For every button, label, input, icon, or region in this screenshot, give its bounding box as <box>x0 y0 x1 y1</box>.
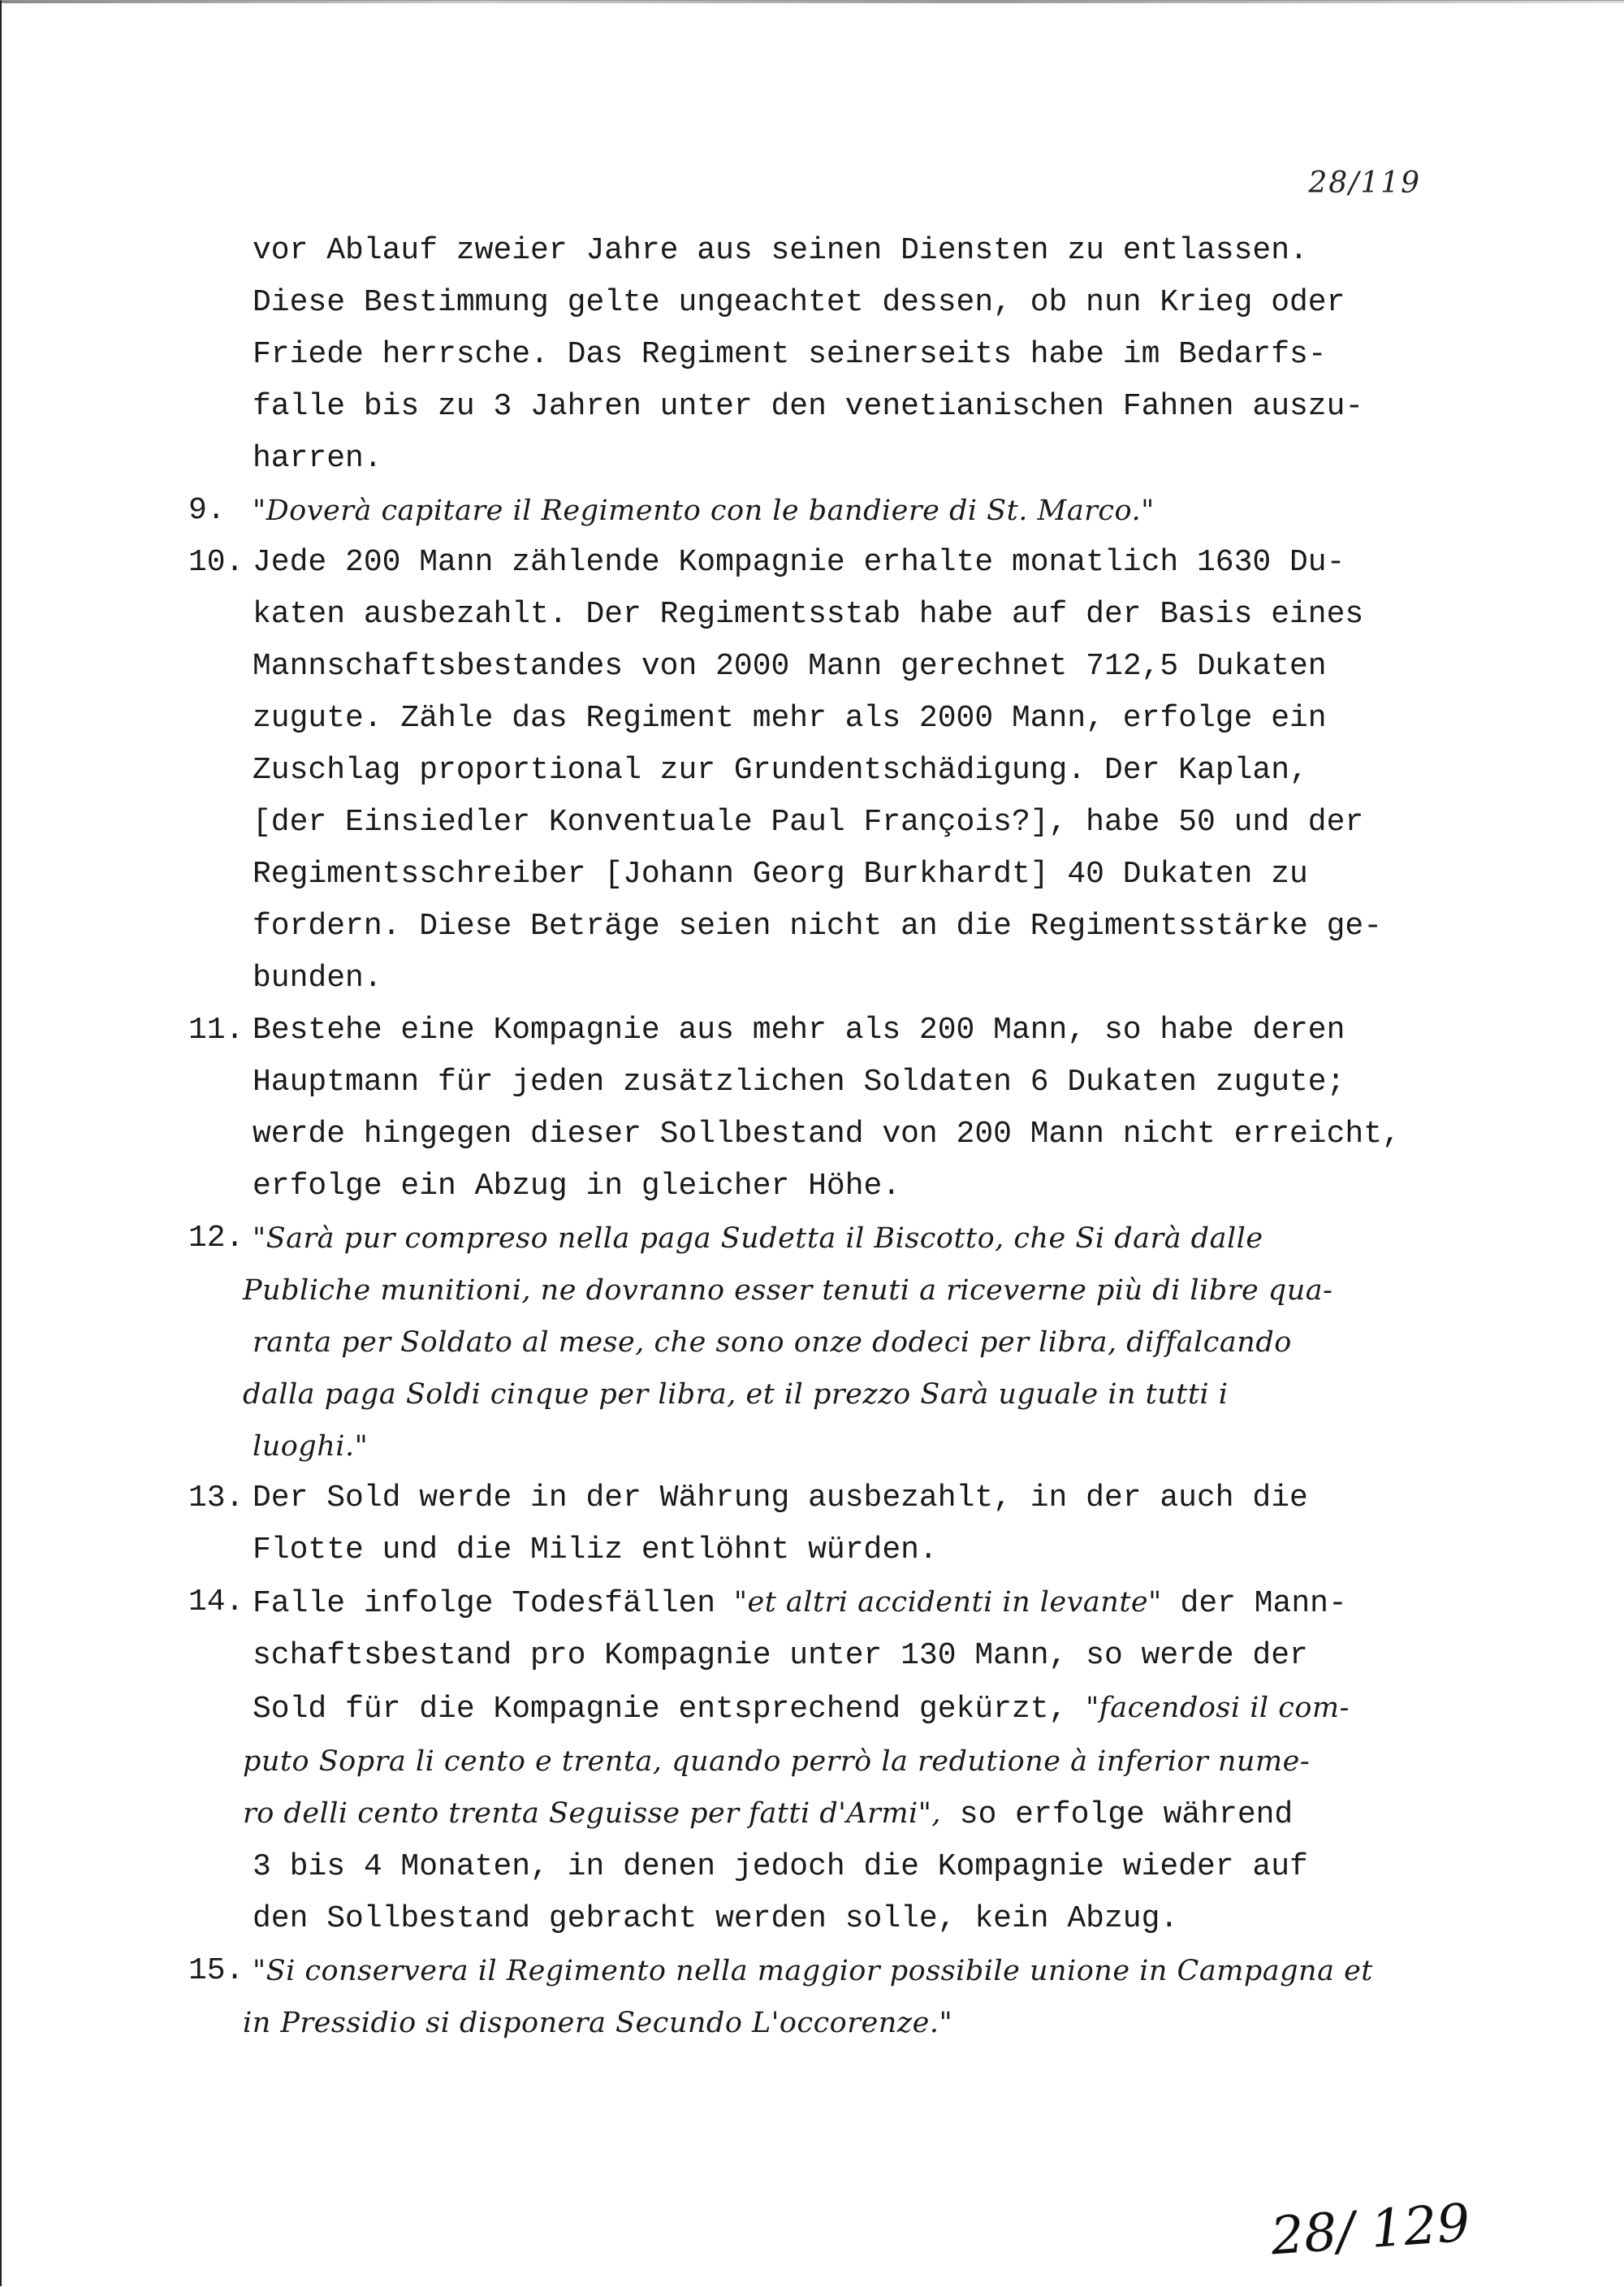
text-line: werde hingegen dieser Sollbestand von 200 Mann nicht erreicht, <box>253 1117 1401 1152</box>
continuation-paragraph <box>188 225 1488 485</box>
list-item-10 <box>188 537 1488 1005</box>
text-line: katen ausbezahlt. Der Regimentsstab habe auf der Basis eines <box>253 597 1364 632</box>
document-body <box>188 225 1488 2049</box>
italian-quote: ro delli cento trenta Seguisse per fatti d'Armi", <box>243 1797 941 1830</box>
text-line: bunden. <box>253 961 382 996</box>
list-item-12 <box>188 1213 1488 1472</box>
list-item-15 <box>188 1945 1488 2049</box>
text-line: fordern. Diese Beträge seien nicht an die Regimentsstärke ge- <box>253 909 1383 944</box>
list-item-9 <box>188 485 1488 537</box>
list-item-11 <box>188 1005 1488 1213</box>
text-line: falle bis zu 3 Jahren unter den venetianischen Fahnen auszu- <box>253 389 1364 424</box>
italian-quote-line: Publiche munitioni, ne dovranno esser tenuti a riceverne più di libre qua- <box>243 1274 1333 1307</box>
text-segment: der Mann- <box>1161 1586 1347 1621</box>
text-line: schaftsbestand pro Kompagnie unter 130 Mann, so werde der <box>253 1638 1308 1673</box>
item-number: 12. <box>188 1221 244 1256</box>
text-line: den Sollbestand gebracht werden solle, kein Abzug. <box>253 1901 1179 1936</box>
item-number: 14. <box>188 1584 244 1619</box>
text-line: Friede herrsche. Das Regiment seinerseits habe im Bedarfs- <box>253 337 1327 372</box>
text-segment: so erfolge während <box>940 1797 1294 1832</box>
text-line: 3 bis 4 Monaten, in denen jedoch die Kompagnie wieder auf <box>253 1849 1308 1884</box>
item-number: 11. <box>188 1013 244 1048</box>
page-number: 28/119 <box>1308 166 1421 200</box>
italian-quote: "facendosi il com- <box>1086 1692 1350 1724</box>
italian-quote-line: puto Sopra li cento e trenta, quando perrò la redutione à inferior nume- <box>243 1745 1311 1778</box>
text-segment: Sold für die Kompagnie entsprechend gekürzt, <box>253 1692 1086 1727</box>
text-line: Flotte und die Miliz entlöhnt würden. <box>253 1533 938 1567</box>
text-line: Jede 200 Mann zählende Kompagnie erhalte monatlich 1630 Du- <box>253 545 1345 580</box>
item-number: 15. <box>188 1953 244 1988</box>
text-line: Mannschaftsbestandes von 2000 Mann gerechnet 712,5 Dukaten <box>253 649 1327 684</box>
text-line: zugute. Zähle das Regiment mehr als 2000 Mann, erfolge ein <box>253 701 1327 736</box>
italian-quote-line: ranta per Soldato al mese, che sono onze dodeci per libra, diffalcando <box>253 1326 1292 1359</box>
text-line: Hauptmann für jeden zusätzlichen Soldaten 6 Dukaten zugute; <box>253 1065 1345 1100</box>
text-line: Bestehe eine Kompagnie aus mehr als 200 Mann, so habe deren <box>253 1013 1345 1048</box>
text-line: [der Einsiedler Konventuale Paul François?], habe 50 und der <box>253 805 1364 840</box>
text-line: Der Sold werde in der Währung ausbezahlt, in der auch die <box>253 1481 1308 1515</box>
text-line: Zuschlag proportional zur Grundentschädigung. Der Kaplan, <box>253 753 1308 788</box>
list-item-14 <box>188 1576 1488 1945</box>
text-line: vor Ablauf zweier Jahre aus seinen Diensten zu entlassen. <box>253 233 1308 268</box>
italian-quote-line: in Pressidio si disponera Secundo L'occorenze." <box>243 2007 953 2039</box>
item-number: 9. <box>188 493 226 528</box>
text-line: Diese Bestimmung gelte ungeachtet dessen, ob nun Krieg oder <box>253 285 1345 320</box>
text-line <box>253 1576 1488 1630</box>
item-number: 10. <box>188 545 244 580</box>
italian-quote-line: "Doverà capitare il Regimento con le bandiere di St. Marco." <box>253 495 1155 527</box>
text-line <box>253 1682 1488 1736</box>
top-edge <box>2 1 1624 3</box>
italian-quote-line: "Si conservera il Regimento nella maggior possibile unione in Campagna et <box>253 1955 1373 1987</box>
handwritten-page-number: 28/ 129 <box>1268 2193 1472 2268</box>
text-line <box>243 1788 1488 1841</box>
text-line: erfolge ein Abzug in gleicher Höhe. <box>253 1169 901 1204</box>
text-line: harren. <box>253 441 382 476</box>
italian-quote: "et altri accidenti in levante" <box>733 1586 1162 1619</box>
italian-quote-line: luoghi." <box>253 1430 369 1463</box>
italian-quote-line: dalla paga Soldi cinque per libra, et il prezzo Sarà uguale in tutti i <box>243 1378 1229 1411</box>
item-number: 13. <box>188 1481 244 1515</box>
italian-quote-line: "Sarà pur compreso nella paga Sudetta il Biscotto, che Si darà dalle <box>253 1222 1263 1255</box>
list-item-13 <box>188 1472 1488 1576</box>
text-segment: Falle infolge Todesfällen <box>253 1586 734 1621</box>
text-line: Regimentsschreiber [Johann Georg Burkhardt] 40 Dukaten zu <box>253 857 1308 892</box>
